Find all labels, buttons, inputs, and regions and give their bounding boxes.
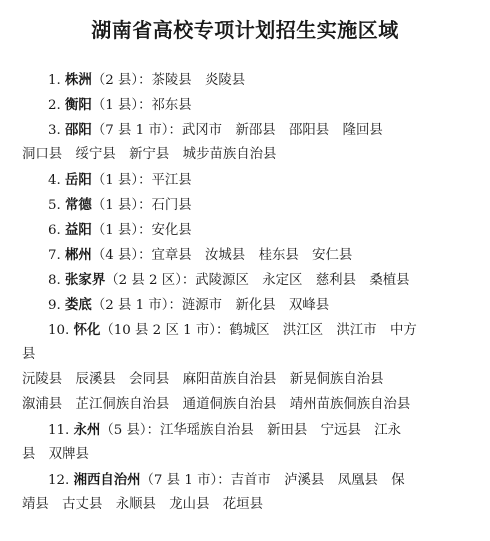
item-number: 7. (48, 248, 61, 263)
list-item (48, 322, 417, 339)
city-name: 衡阳 (65, 97, 92, 113)
city-name: 张家界 (65, 272, 106, 288)
county-count: （2 县 2 区） (105, 273, 182, 288)
list-item-continuation: 县 双牌县 (22, 447, 89, 462)
item-number: 4. (48, 173, 61, 188)
list-item (48, 247, 352, 264)
county-list: ：安化县 (138, 223, 192, 238)
page-title: 湖南省高校专项计划招生实施区域 (91, 18, 399, 42)
list-item (48, 122, 383, 139)
city-name: 常德 (65, 197, 92, 213)
list-item (48, 222, 192, 239)
county-list: ：祁东县 (138, 98, 192, 113)
list-item (48, 272, 410, 289)
city-name: 怀化 (73, 322, 101, 338)
item-number: 9. (48, 298, 61, 313)
list-item (48, 172, 192, 189)
list-item (48, 422, 401, 439)
county-list: ：吉首市 泸溪县 凤凰县 保 (217, 473, 405, 488)
county-count: （1 县） (91, 223, 139, 238)
county-list: ：涟源市 新化县 双峰县 (168, 298, 330, 313)
list-item-continuation: 靖县 古丈县 永顺县 龙山县 花垣县 (22, 497, 264, 512)
city-name: 邵阳 (65, 122, 92, 138)
county-list: ：武陵源区 永定区 慈利县 桑植县 (181, 273, 410, 288)
city-name: 株洲 (65, 72, 92, 88)
list-item (48, 72, 245, 89)
county-count: （1 县） (91, 198, 139, 213)
city-name: 郴州 (65, 247, 92, 263)
list-item (48, 197, 192, 214)
county-list: ：平江县 (138, 173, 192, 188)
item-number: 10. (48, 323, 70, 338)
city-name: 岳阳 (65, 172, 92, 188)
list-item-continuation: 溆浦县 芷江侗族自治县 通道侗族自治县 靖州苗族侗族自治县 (22, 397, 411, 412)
county-count: （2 县） (91, 73, 139, 88)
county-count: （7 县 1 市） (140, 473, 218, 488)
item-number: 1. (48, 73, 61, 88)
city-name: 娄底 (65, 297, 92, 313)
list-item-continuation: 县 (22, 347, 36, 362)
list-item-continuation: 洞口县 绥宁县 新宁县 城步苗族自治县 (22, 147, 277, 162)
county-list: ：宜章县 汝城县 桂东县 安仁县 (138, 248, 353, 263)
county-count: （4 县） (91, 248, 139, 263)
city-name: 永州 (73, 422, 101, 438)
county-list: ：石门县 (138, 198, 192, 213)
county-count: （7 县 1 市） (91, 123, 169, 138)
item-number: 6. (48, 223, 61, 238)
list-item-continuation: 沅陵县 辰溪县 会同县 麻阳苗族自治县 新晃侗族自治县 (22, 372, 384, 387)
county-count: （10 县 2 区 1 市） (100, 323, 216, 338)
county-list: ：鹤城区 洪江区 洪江市 中方 (215, 323, 417, 338)
county-count: （5 县） (100, 423, 147, 438)
city-name: 湘西自治州 (73, 472, 141, 488)
county-count: （1 县） (91, 173, 139, 188)
item-number: 2. (48, 98, 61, 113)
item-number: 11. (48, 423, 70, 438)
list-item (48, 297, 329, 314)
item-number: 5. (48, 198, 61, 213)
county-list: ：江华瑶族自治县 新田县 宁远县 江永 (146, 423, 402, 438)
list-item (48, 472, 405, 489)
item-number: 3. (48, 123, 61, 138)
list-item (48, 97, 192, 114)
county-list: ：茶陵县 炎陵县 (138, 73, 246, 88)
item-number: 8. (48, 273, 61, 288)
county-count: （2 县 1 市） (91, 298, 169, 313)
county-count: （1 县） (91, 98, 139, 113)
city-name: 益阳 (65, 222, 92, 238)
item-number: 12. (48, 473, 70, 488)
county-list: ：武冈市 新邵县 邵阳县 隆回县 (168, 123, 383, 138)
